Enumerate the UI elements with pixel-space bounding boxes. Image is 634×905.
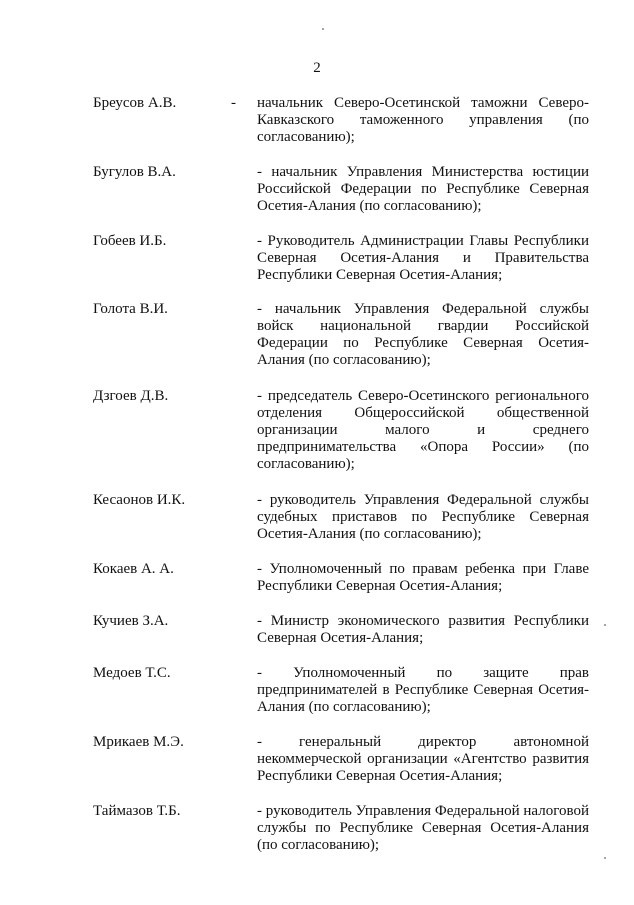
person-name: Медоев Т.С. [93,665,171,681]
person-name: Дзгоев Д.В. [93,388,169,404]
person-name: Кокаев А. А. [93,561,174,577]
position-description: - руководитель Управления Федеральной службы судебных приставов по Республике Северная Осетия-Алания (по согласованию); [257,492,589,542]
person-name: Мрикаев М.Э. [93,734,184,750]
position-description: - руководитель Управления Федеральной налоговой службы по Республике Северная Осетия-Алания (по согласованию); [257,803,589,853]
scan-speck [604,624,606,626]
scan-speck [604,857,606,859]
position-description: - Уполномоченный по защите прав предпринимателей в Республике Северная Осетия-Алания (по согласованию); [257,665,589,715]
person-name: Голота В.И. [93,301,168,317]
position-description: - председатель Северо-Осетинского регионального отделения Общероссийской общественной организации малого и среднего предпринимательства «Опора России» (по согласованию); [257,388,589,472]
scan-speck [322,28,324,30]
entry-dash: - [231,95,236,111]
position-description: - генеральный директор автономной некоммерческой организации «Агентство развития Республики Северная Осетия-Алания; [257,734,589,784]
person-name: Таймазов Т.Б. [93,803,181,819]
position-description: - Руководитель Администрации Главы Республики Северная Осетия-Алания и Правительства Республики Северная Осетия-Алания; [257,233,589,283]
position-description: - Уполномоченный по правам ребенка при Главе Республики Северная Осетия-Алания; [257,561,589,594]
person-name: Гобеев И.Б. [93,233,167,249]
person-name: Кесаонов И.К. [93,492,186,508]
person-name: Кучиев З.А. [93,613,169,629]
position-description: - начальник Управления Федеральной службы войск национальной гвардии Российской Федерации по Республике Северная Осетия-Алания (по согласованию); [257,301,589,368]
position-description: - Министр экономического развития Республики Северная Осетия-Алания; [257,613,589,646]
person-name: Бреусов А.В. [93,95,177,111]
person-name: Бугулов В.А. [93,164,176,180]
position-description: начальник Северо-Осетинской таможни Северо-Кавказского таможенного управления (по согласованию); [257,95,589,145]
position-description: - начальник Управления Министерства юстиции Российской Федерации по Республике Северная Осетия-Алания (по согласованию); [257,164,589,214]
page-number: 2 [313,60,321,76]
